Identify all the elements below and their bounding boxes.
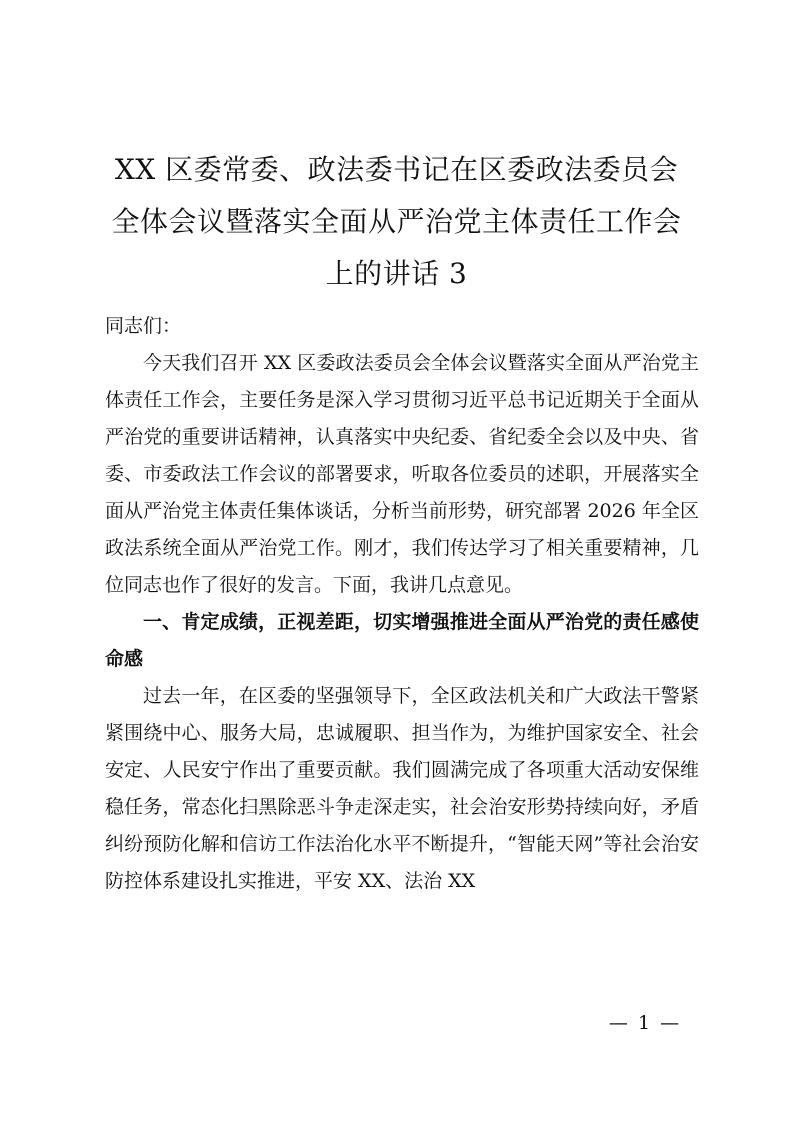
title-line-3: 上的讲话 3 [325,257,468,290]
title-line-2: 全体会议暨落实全面从严治党主体责任工作会 [111,205,682,238]
section-heading-1: 一、肯定成绩，正视差距，切实增强推进全面从严治党的责任感使命感 [105,611,699,670]
title-line-1: XX 区委常委、政法委书记在区委政法委员会 [114,153,679,186]
opening-paragraph: 今天我们召开 XX 区委政法委员会全体会议暨落实全面从严治党主体责任工作会，主要任务是深入学习贯彻习近平总书记近期关于全面从严治党的重要讲话精神，认真落实中央纪委、省纪委全会以及中央、省委、市委政法工作会议的部署要求，听取各位委员的述职，开展落实全面从严治党主体责任集体谈话，分析当前形势，研究部署 2026 年全区政法系统全面从严治党工作。刚才，我们传达学习了相关重要精神，几位同志也作了很好的发言。下面，我讲几点意见。 [105,352,699,596]
document-body [105,308,699,900]
page-title [90,144,703,300]
section-1-paragraph: 过去一年，在区委的坚强领导下，全区政法机关和广大政法干警紧紧围绕中心、服务大局，忠诚履职、担当作为，为维护国家安全、社会安定、人民安宁作出了重要贡献。我们圆满完成了各项重大活动安保维稳任务，常态化扫黑除恶斗争走深走实，社会治安形势持续向好，矛盾纠纷预防化解和信访工作法治化水平不断提升，“智能天网”等社会治安防控体系建设扎实推进，平安 XX、法治 XX [105,685,699,892]
page-number: — 1 — [608,1012,682,1034]
greeting: 同志们： [105,315,182,337]
